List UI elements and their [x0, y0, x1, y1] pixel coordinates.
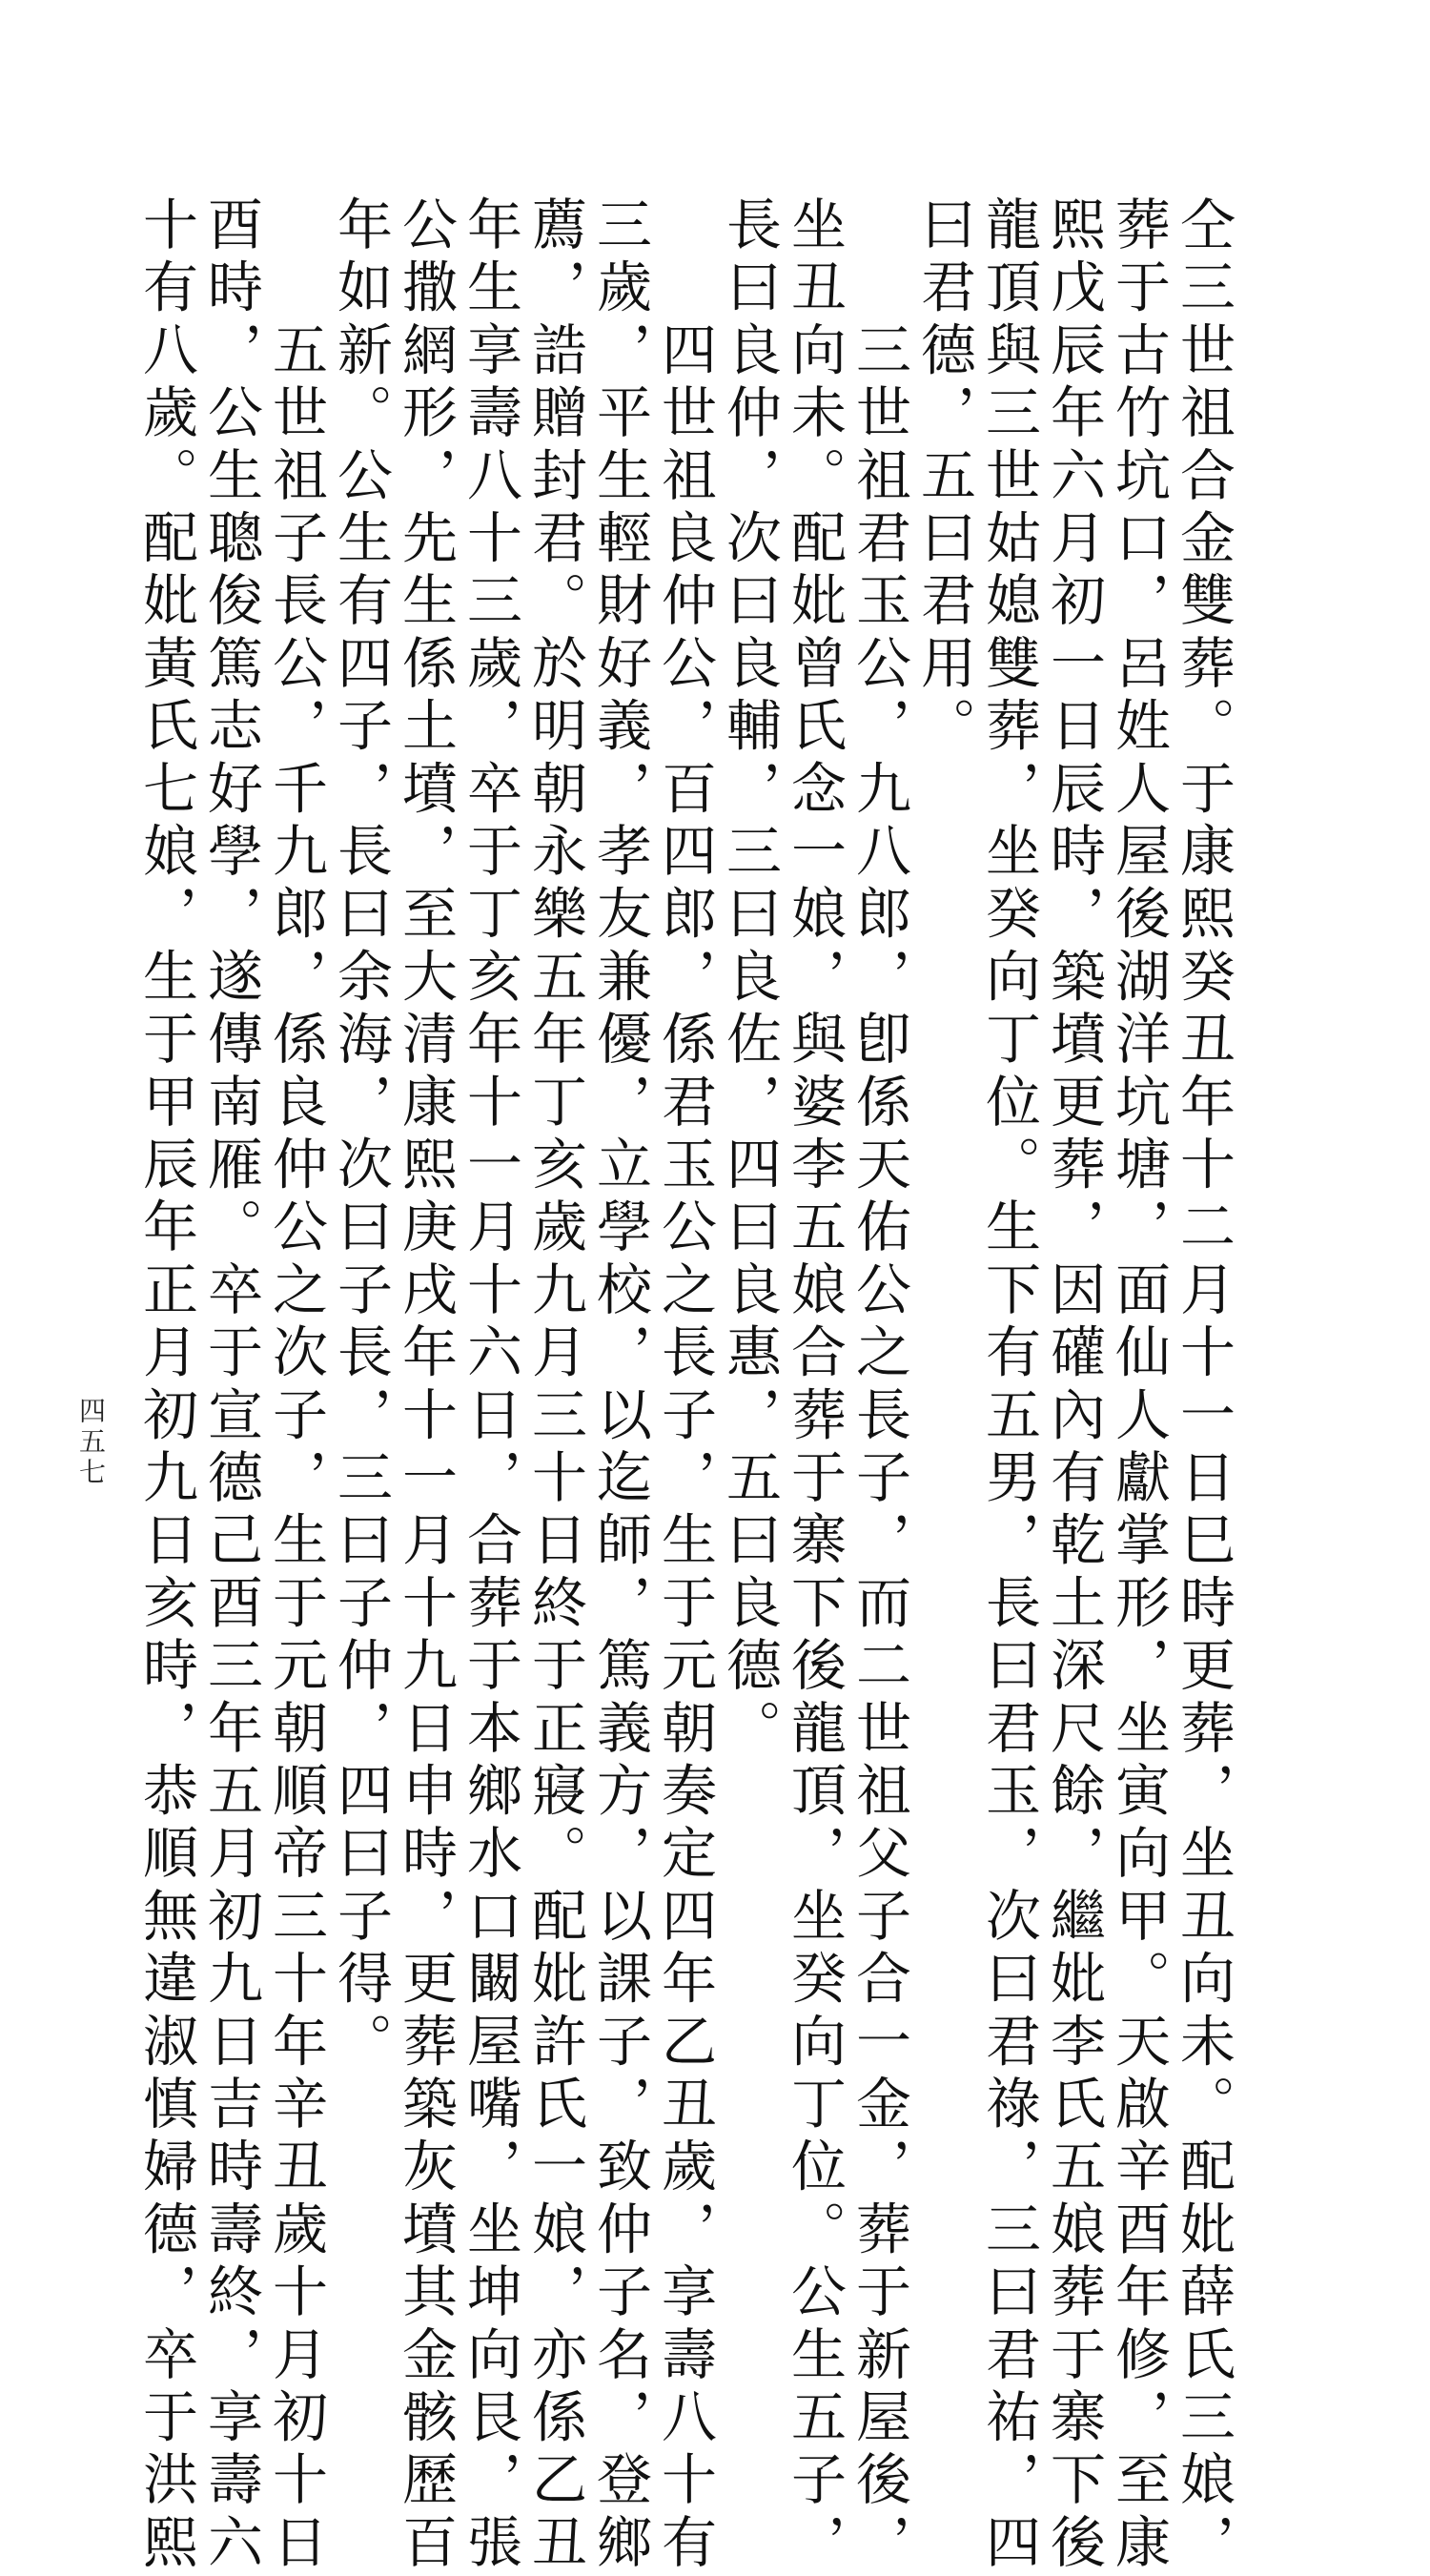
text-column-10: 三歲，平生輕財好義，孝友兼優，立學校，以迄師，篤義方，以課子，致仲子名，登鄉 [587, 195, 652, 2576]
main-text-block [133, 195, 1236, 2576]
text-column-16: 酉時，公生聰俊篤志好學，遂傳南雁。卒于宣德己酉三年五月初九日吉時壽終，享壽六 [198, 195, 263, 2576]
text-column-17: 十有八歲。配妣黃氏七娘，生于甲辰年正月初九日亥時，恭順無違淑慎婦德，卒于洪熙 [133, 195, 198, 2576]
text-column-12: 年生享壽八十三歲，卒于丁亥年十一月十六日，合葬于本鄉水口闞屋嘴，坐坤向艮，張 [458, 195, 522, 2576]
text-column-14: 年如新。公生有四子，長曰余海，次曰子長，三曰子仲，四曰子得。 [328, 195, 393, 2075]
text-column-15: 五世祖子長公，千九郎，係良仲公之次子，生于元朝順帝三十年辛丑歲十月初十日 [263, 195, 328, 2576]
text-column-13: 公撒網形，先生係土墳，至大清康熙庚戌年十一月十九日申時，更葬築灰墳其金骸歷百 [393, 195, 458, 2576]
text-column-3: 熙戊辰年六月初一日辰時，築墳更葬，因礶內有乾土深尺餘，繼妣李氏五娘葬于寨下後 [1041, 195, 1106, 2576]
text-column-7: 坐丑向未。配妣曾氏念一娘，與婆李五娘合葬于寨下後龍頂，坐癸向丁位。公生五子， [782, 195, 847, 2576]
text-column-6: 三世祖君玉公，九八郎，卽係天佑公之長子，而二世祖父子合一金，葬于新屋後， [847, 195, 911, 2576]
page-number: 四五七 [75, 1397, 107, 1488]
text-column-4: 龍頂與三世姑媳雙葬，坐癸向丁位。生下有五男，長曰君玉，次曰君祿，三曰君祐，四 [976, 195, 1041, 2576]
text-column-1: 仝三世祖合金雙葬。于康熙癸丑年十二月十一日巳時更葬，坐丑向未。配妣薛氏三娘， [1171, 195, 1236, 2576]
text-column-8: 長曰良仲，次曰良輔，三曰良佐，四曰良惠，五曰良德。 [717, 195, 782, 1762]
text-column-11: 薦，誥贈封君。於明朝永樂五年丁亥歲九月三十日終于正寢。配妣許氏一娘，亦係乙丑 [522, 195, 587, 2576]
text-column-9: 四世祖良仲公，百四郎，係君玉公之長子，生于元朝奏定四年乙丑歲，享壽八十有 [652, 195, 717, 2576]
text-column-2: 葬于古竹坑口，呂姓人屋後湖洋坑塘，面仙人獻掌形，坐寅向甲。天啟辛酉年修，至康 [1106, 195, 1171, 2576]
text-column-5: 曰君德，五曰君用。 [911, 195, 976, 760]
